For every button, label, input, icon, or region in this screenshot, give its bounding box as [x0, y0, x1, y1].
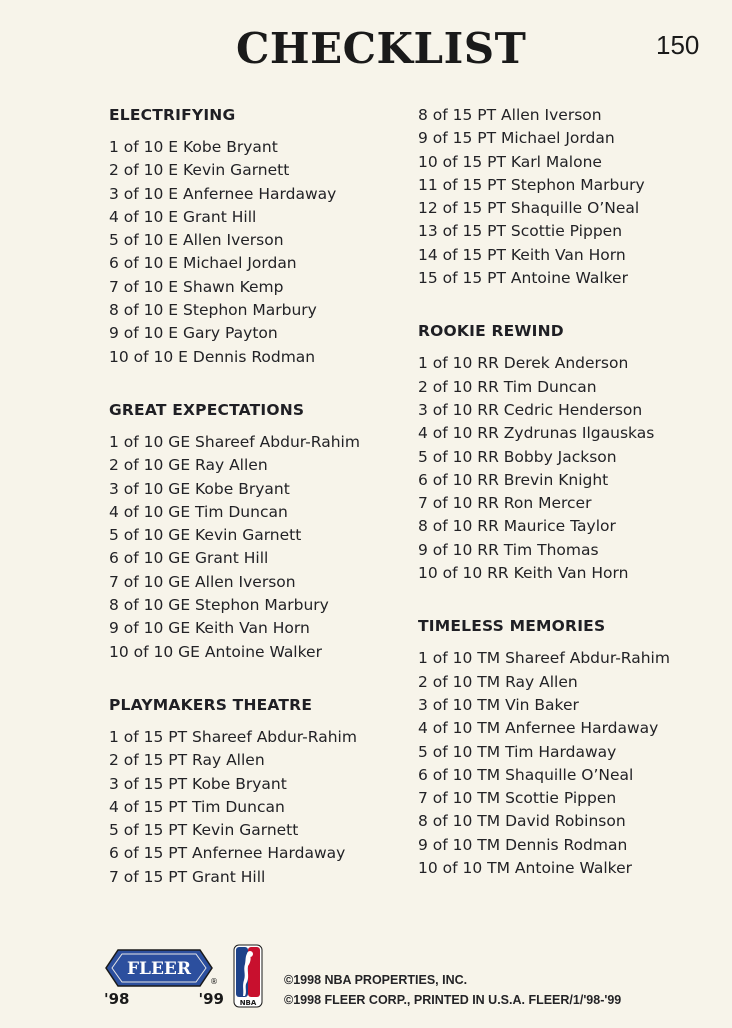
checklist-entry: 6 of 10 GE Grant Hill: [109, 549, 269, 568]
checklist-entry: 4 of 10 RR Zydrunas Ilgauskas: [418, 424, 655, 443]
checklist-entry: 2 of 15 PT Ray Allen: [109, 751, 265, 770]
checklist-entry: 6 of 15 PT Anfernee Hardaway: [109, 844, 346, 863]
fleer-logo: [104, 948, 218, 988]
checklist-entry: 1 of 10 E Kobe Bryant: [109, 138, 278, 156]
left-checklist-column: [109, 104, 409, 889]
year-left: '98: [104, 990, 130, 1008]
checklist-entry: 6 of 10 RR Brevin Knight: [418, 470, 609, 489]
section-heading: GREAT EXPECTATIONS: [109, 400, 305, 419]
checklist-entry: 1 of 10 GE Shareef Abdur-Rahim: [109, 432, 360, 451]
checklist-entry: 3 of 10 E Anfernee Hardaway: [109, 184, 337, 203]
section-spacer: [109, 369, 409, 399]
checklist-entry: 9 of 10 GE Keith Van Horn: [109, 619, 310, 638]
section-heading: ROOKIE REWIND: [418, 322, 564, 341]
checklist-entry: 8 of 10 TM David Robinson: [418, 812, 626, 831]
right-checklist-column: [418, 104, 718, 880]
checklist-entry: 9 of 10 TM Dennis Rodman: [418, 835, 628, 854]
card-number: 150: [656, 30, 700, 60]
section-heading: TIMELESS MEMORIES: [418, 617, 606, 636]
copyright-line-1: ©1998 NBA PROPERTIES, INC.: [284, 973, 468, 987]
checklist-entry: 10 of 10 TM Antoine Walker: [418, 859, 632, 878]
checklist-entry: 5 of 10 RR Bobby Jackson: [418, 447, 617, 466]
checklist-entry: 1 of 10 TM Shareef Abdur-Rahim: [418, 649, 670, 668]
checklist-section: [418, 615, 718, 880]
checklist-entry: 7 of 10 TM Scottie Pippen: [418, 789, 617, 808]
nba-logo-text: NBA: [239, 999, 257, 1007]
checklist-entry: 7 of 10 E Shawn Kemp: [109, 277, 284, 296]
checklist-entry: 11 of 15 PT Stephon Marbury: [418, 175, 645, 194]
checklist-entry: 5 of 10 GE Kevin Garnett: [109, 526, 302, 545]
checklist-entry: 2 of 10 RR Tim Duncan: [418, 377, 597, 396]
checklist-entry: 9 of 10 RR Tim Thomas: [418, 540, 599, 559]
nba-logo: [233, 944, 263, 1008]
checklist-entry: 10 of 10 RR Keith Van Horn: [418, 564, 629, 583]
checklist-entry: 8 of 10 GE Stephon Marbury: [109, 596, 329, 615]
checklist-entry: 2 of 10 GE Ray Allen: [109, 456, 268, 475]
checklist-entry: 7 of 10 GE Allen Iverson: [109, 572, 296, 591]
section-spacer: [418, 585, 718, 615]
checklist-entry: 2 of 10 TM Ray Allen: [418, 672, 578, 691]
checklist-entry: 6 of 10 E Michael Jordan: [109, 254, 297, 273]
checklist-entry: 5 of 10 E Allen Iverson: [109, 231, 284, 250]
checklist-entry: 4 of 10 E Grant Hill: [109, 207, 257, 226]
checklist-entry: 9 of 10 E Gary Payton: [109, 324, 278, 343]
checklist-section: [109, 694, 409, 889]
checklist-entry: 3 of 10 GE Kobe Bryant: [109, 479, 290, 498]
checklist-entry: 10 of 10 E Dennis Rodman: [109, 347, 316, 366]
copyright-block: [284, 970, 621, 1010]
checklist-entry: 15 of 15 PT Antoine Walker: [418, 269, 628, 288]
fleer-years: [104, 990, 224, 1008]
section-spacer: [109, 664, 409, 694]
checklist-entry: 9 of 15 PT Michael Jordan: [418, 129, 615, 148]
section-heading: PLAYMAKERS THEATRE: [109, 695, 313, 714]
checklist-entry: 10 of 10 GE Antoine Walker: [109, 642, 322, 661]
section-spacer: [418, 290, 718, 320]
checklist-entry: 2 of 10 E Kevin Garnett: [109, 161, 290, 180]
fleer-logo-text: FLEER: [126, 959, 192, 979]
checklist-entry: 7 of 10 RR Ron Mercer: [418, 494, 592, 513]
checklist-entry: 7 of 15 PT Grant Hill: [109, 867, 266, 886]
checklist-entry: 5 of 10 TM Tim Hardaway: [418, 742, 617, 761]
checklist-entry: 1 of 15 PT Shareef Abdur-Rahim: [109, 727, 357, 746]
checklist-entry: 1 of 10 RR Derek Anderson: [418, 354, 629, 373]
checklist-section: [418, 104, 718, 290]
checklist-section: [418, 320, 718, 585]
page-title: CHECKLIST: [236, 24, 527, 73]
section-heading: ELECTRIFYING: [109, 106, 236, 124]
checklist-entry: 8 of 15 PT Allen Iverson: [418, 106, 602, 124]
year-right: '99: [198, 990, 224, 1008]
checklist-entry: 3 of 10 RR Cedric Henderson: [418, 400, 643, 419]
checklist-entry: 6 of 10 TM Shaquille O’Neal: [418, 765, 634, 784]
checklist-entry: 4 of 15 PT Tim Duncan: [109, 797, 285, 816]
card-footer: [0, 940, 732, 1028]
checklist-entry: 10 of 15 PT Karl Malone: [418, 152, 602, 171]
checklist-entry: 4 of 10 TM Anfernee Hardaway: [418, 719, 659, 738]
checklist-entry: 4 of 10 GE Tim Duncan: [109, 502, 288, 521]
checklist-entry: 3 of 15 PT Kobe Bryant: [109, 774, 287, 793]
checklist-section: [109, 399, 409, 664]
checklist-entry: 8 of 10 RR Maurice Taylor: [418, 517, 616, 536]
checklist-entry: 8 of 10 E Stephon Marbury: [109, 301, 317, 320]
checklist-entry: 12 of 15 PT Shaquille O’Neal: [418, 199, 640, 218]
checklist-entry: 5 of 15 PT Kevin Garnett: [109, 821, 299, 840]
checklist-entry: 14 of 15 PT Keith Van Horn: [418, 245, 626, 264]
checklist-section: [109, 104, 409, 369]
copyright-line-2: ©1998 FLEER CORP., PRINTED IN U.S.A. FLEER/1/'98-'99: [284, 993, 622, 1007]
checklist-entry: 3 of 10 TM Vin Baker: [418, 695, 579, 714]
checklist-entry: 13 of 15 PT Scottie Pippen: [418, 222, 623, 241]
registered-mark: ®: [210, 977, 218, 986]
